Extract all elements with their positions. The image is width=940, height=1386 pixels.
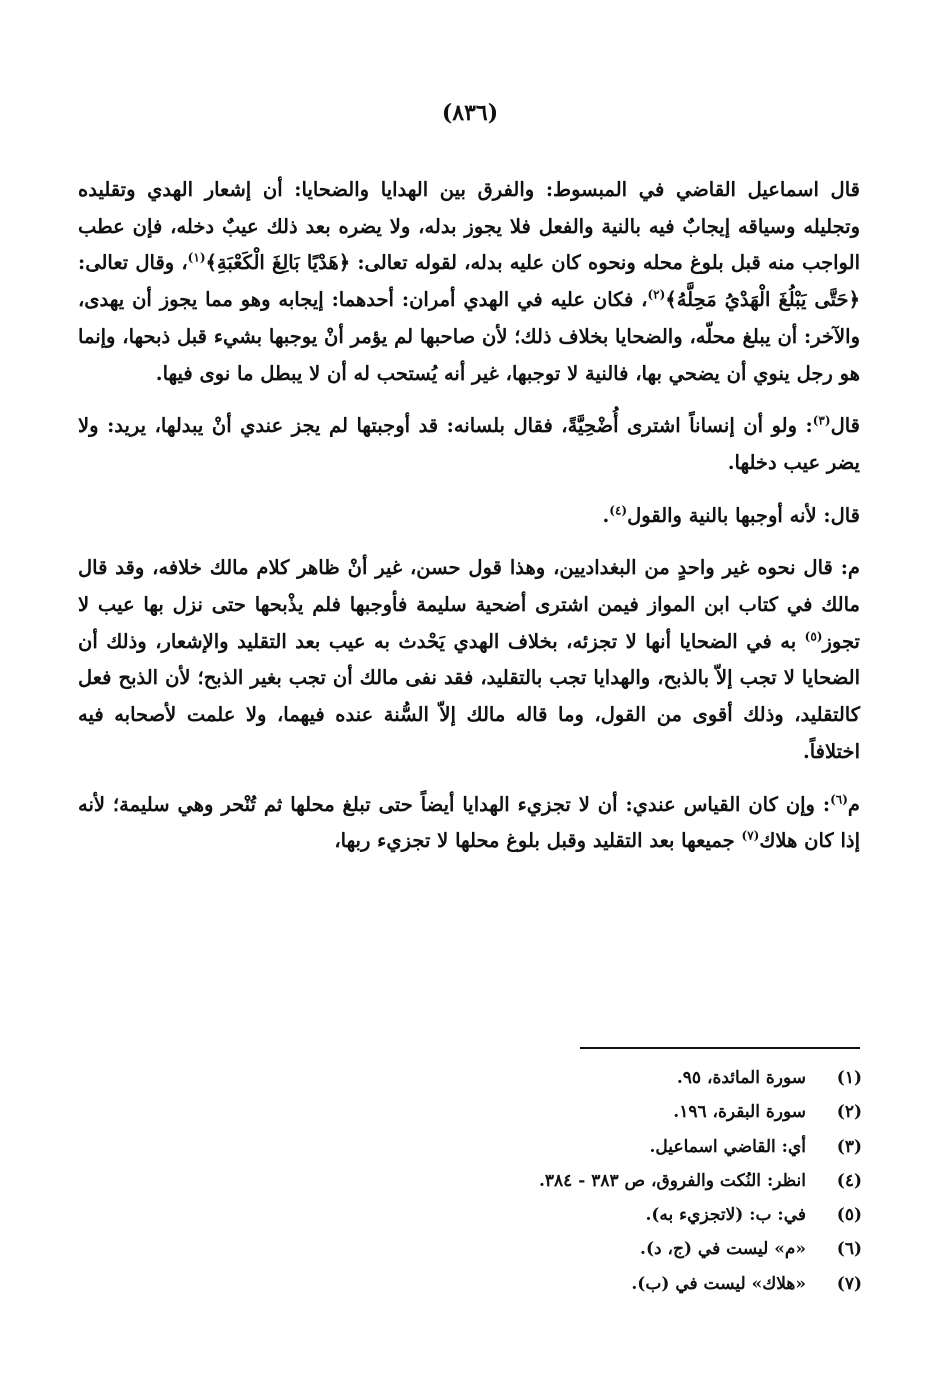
footnote-reference: (٥) — [804, 629, 823, 644]
footnote — [302, 1205, 862, 1239]
footnote-reference: (٦) — [830, 792, 848, 807]
footnote-reference: (٤) — [609, 503, 628, 518]
footnote — [302, 1274, 862, 1308]
text-segment: ، وقال تعالى: — [78, 251, 188, 275]
footnote — [302, 1171, 862, 1205]
footnote-text: أي: القاضي اسماعيل. — [649, 1136, 806, 1157]
footnote-number: (١) — [836, 1068, 862, 1088]
footnote-reference: (٢) — [647, 287, 666, 302]
footnote — [302, 1068, 862, 1102]
text-segment: قال اسماعيل القاضي في المبسوط: والفرق بين الهدايا والضحايا: أن إشعار الهدي وتقليده وتجليله وسياقه إيجابٌ فيه بالنية والفعل فلا يجوز بدله، ولا يضره بعد ذلك عيبٌ دخله، فإن عطب الواجب منه قبل بلوغ محله ونحوه كان عليه بدله، لقوله تعالى: — [78, 178, 860, 275]
footnote-number: (٣) — [836, 1136, 862, 1157]
quran-quote: ﴿هَدْيًا بَالِغَ الْكَعْبَةِ﴾ — [205, 251, 351, 275]
paragraph — [78, 498, 860, 535]
text-segment: جميعها بعد التقليد وقبل بلوغ محلها لا تجزيء ربها، — [334, 829, 742, 853]
footnote-text: سورة المائدة، ٩٥. — [676, 1068, 806, 1088]
footnote-number: (٧) — [836, 1273, 862, 1294]
text-segment: م — [847, 792, 860, 816]
footnote-reference: (٣) — [812, 413, 831, 428]
text-segment: : وإن كان القياس عندي: أن لا تجزيء الهدايا أيضاً حتى تبلغ محلها ثم تُنْحر وهي سليمة؛ لأنه إذا كان هلاك — [78, 792, 860, 853]
footnote-reference: (٧) — [741, 828, 760, 843]
footnote — [302, 1102, 862, 1136]
footnote-number: (٢) — [836, 1102, 862, 1123]
footnote-reference: (١) — [187, 250, 206, 265]
page-number: (٨٣٦) — [441, 100, 499, 126]
footnote-text: «هلاك» ليست في (ب). — [631, 1273, 806, 1294]
text-segment: قال: لأنه أوجبها بالنية والقول — [627, 503, 860, 527]
footnote-text: سورة البقرة، ١٩٦. — [673, 1102, 806, 1123]
paragraph — [78, 172, 860, 392]
footnote-number: (٥) — [836, 1205, 862, 1226]
text-segment: : ولو أن إنساناً اشترى أُضْحِيَّةً، فقال بلسانه: قد أوجبتها لم يجز عندي أنْ يبدلها، يريد: ولا يضر عيب دخلها. — [78, 414, 860, 474]
quran-quote: ﴿حَتَّى يَبْلُغَ الْهَدْيُ مَحِلَّهُ﴾ — [665, 288, 860, 312]
paragraph — [78, 787, 860, 860]
paragraph — [78, 408, 860, 481]
footnote-text: «م» ليست في (ج، د). — [640, 1239, 806, 1260]
footnote-text: في: ب: (لاتجزيء به). — [645, 1205, 806, 1226]
text-segment: ، فكان عليه في الهدي أمران: أحدهما: إيجابه وهو مما يجوز أن يهدى، والآخر: أن يبلغ محلّه، والضحايا بخلاف ذلك؛ لأن صاحبها لم يؤمر أنْ يوجبها بشيء قبل ذبحها، وإنما هو رجل ينوي أن يضحي بها، فالنية لا توجبها، غير أنه يُستحب له أن لا يبطل ما نوى فيها. — [78, 288, 860, 385]
paragraph — [78, 550, 860, 770]
text-segment: . — [602, 503, 610, 527]
text-segment: قال — [830, 414, 860, 438]
footnote-separator — [580, 1047, 860, 1049]
text-segment: به في الضحايا أنها لا تجزئه، بخلاف الهدي يَحْدث به عيب بعد التقليد والإشعار، وذلك أن الضحايا لا تجب إلاّ بالذبح، والهدايا تجب بالتقليد، فقد نفى مالك أن تجب بغير الذبح؛ لأن الذبح فعل كالتقليد، وذلك أقوى من القول، وما قاله مالك إلاّ السُّنة عنده فيهما، ولا علمت لأصحابه فيه اختلافاً. — [78, 629, 860, 763]
footnote-number: (٤) — [836, 1170, 862, 1191]
footnotes — [302, 1068, 862, 1308]
footnote — [302, 1137, 862, 1171]
text-segment: م: قال نحوه غير واحدٍ من البغداديين، وهذا قول حسن، غير أنْ ظاهر كلام مالك خلافه، وقد قال مالك في كتاب ابن المواز فيمن اشترى أضحية سليمة فأوجبها فلم يذْبحها حتى نزل بها عيب لا تجوز — [78, 556, 860, 653]
footnote — [302, 1239, 862, 1273]
footnote-text: انظر: النُكت والفروق، ص ٣٨٣ - ٣٨٤. — [538, 1170, 806, 1191]
main-text — [78, 172, 860, 876]
footnote-number: (٦) — [836, 1239, 862, 1260]
